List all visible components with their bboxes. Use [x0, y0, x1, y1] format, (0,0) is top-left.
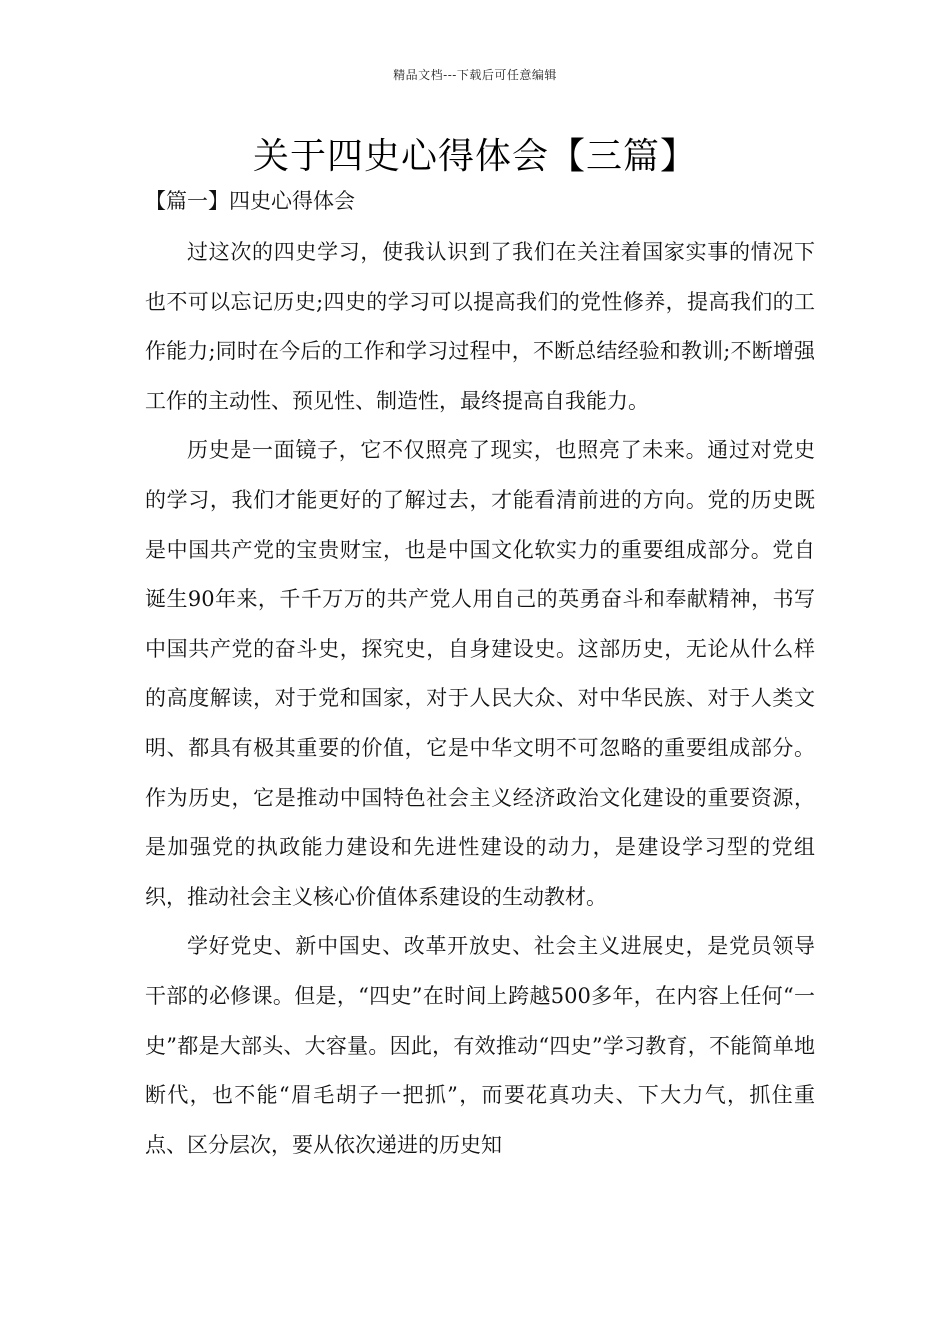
header-note: 精品文档---下载后可任意编辑	[393, 68, 557, 82]
paragraph: 过这次的四史学习，使我认识到了我们在关注着国家实事的情况下也不可以忘记历史;四史的学习可以提高我们的党性修养，提高我们的工作能力;同时在今后的工作和学习过程中，不断总结经验和教训;不断增强工作的主动性、预见性、制造性，最终提高自我能力。	[145, 240, 815, 413]
paragraph: 历史是一面镜子，它不仅照亮了现实，也照亮了未来。通过对党史的学习，我们才能更好的了解过去，才能看清前进的方向。党的历史既是中国共产党的宝贵财宝，也是中国文化软实力的重要组成部分。党自诞生90年来，千千万万的共产党人用自己的英勇奋斗和奉献精神，书写中国共产党的奋斗史，探究史，自身建设史。这部历史，无论从什么样的高度解读，对于党和国家，对于人民大众、对中华民族、对于人类文明、都具有极其重要的价值，它是中华文明不可忽略的重要组成部分。作为历史，它是推动中国特色社会主义经济政治文化建设的重要资源，是加强党的执政能力建设和先进性建设的动力，是建设学习型的党组织，推动社会主义核心价值体系建设的生动教材。	[145, 438, 815, 909]
body-text	[145, 228, 815, 1170]
paragraph: 学好党史、新中国史、改革开放史、社会主义进展史，是党员领导干部的必修课。但是，“四史”在时间上跨越500多年，在内容上任何“一史”都是大部头、大容量。因此，有效推动“四史”学习教育，不能简单地断代，也不能“眉毛胡子一把抓”，而要花真功夫、下大力气，抓住重点、区分层次，要从依次递进的历史知	[145, 934, 815, 1157]
section-heading: 【篇一】四史心得体会	[145, 189, 355, 213]
document-title: 关于四史心得体会【三篇】	[252, 136, 697, 177]
